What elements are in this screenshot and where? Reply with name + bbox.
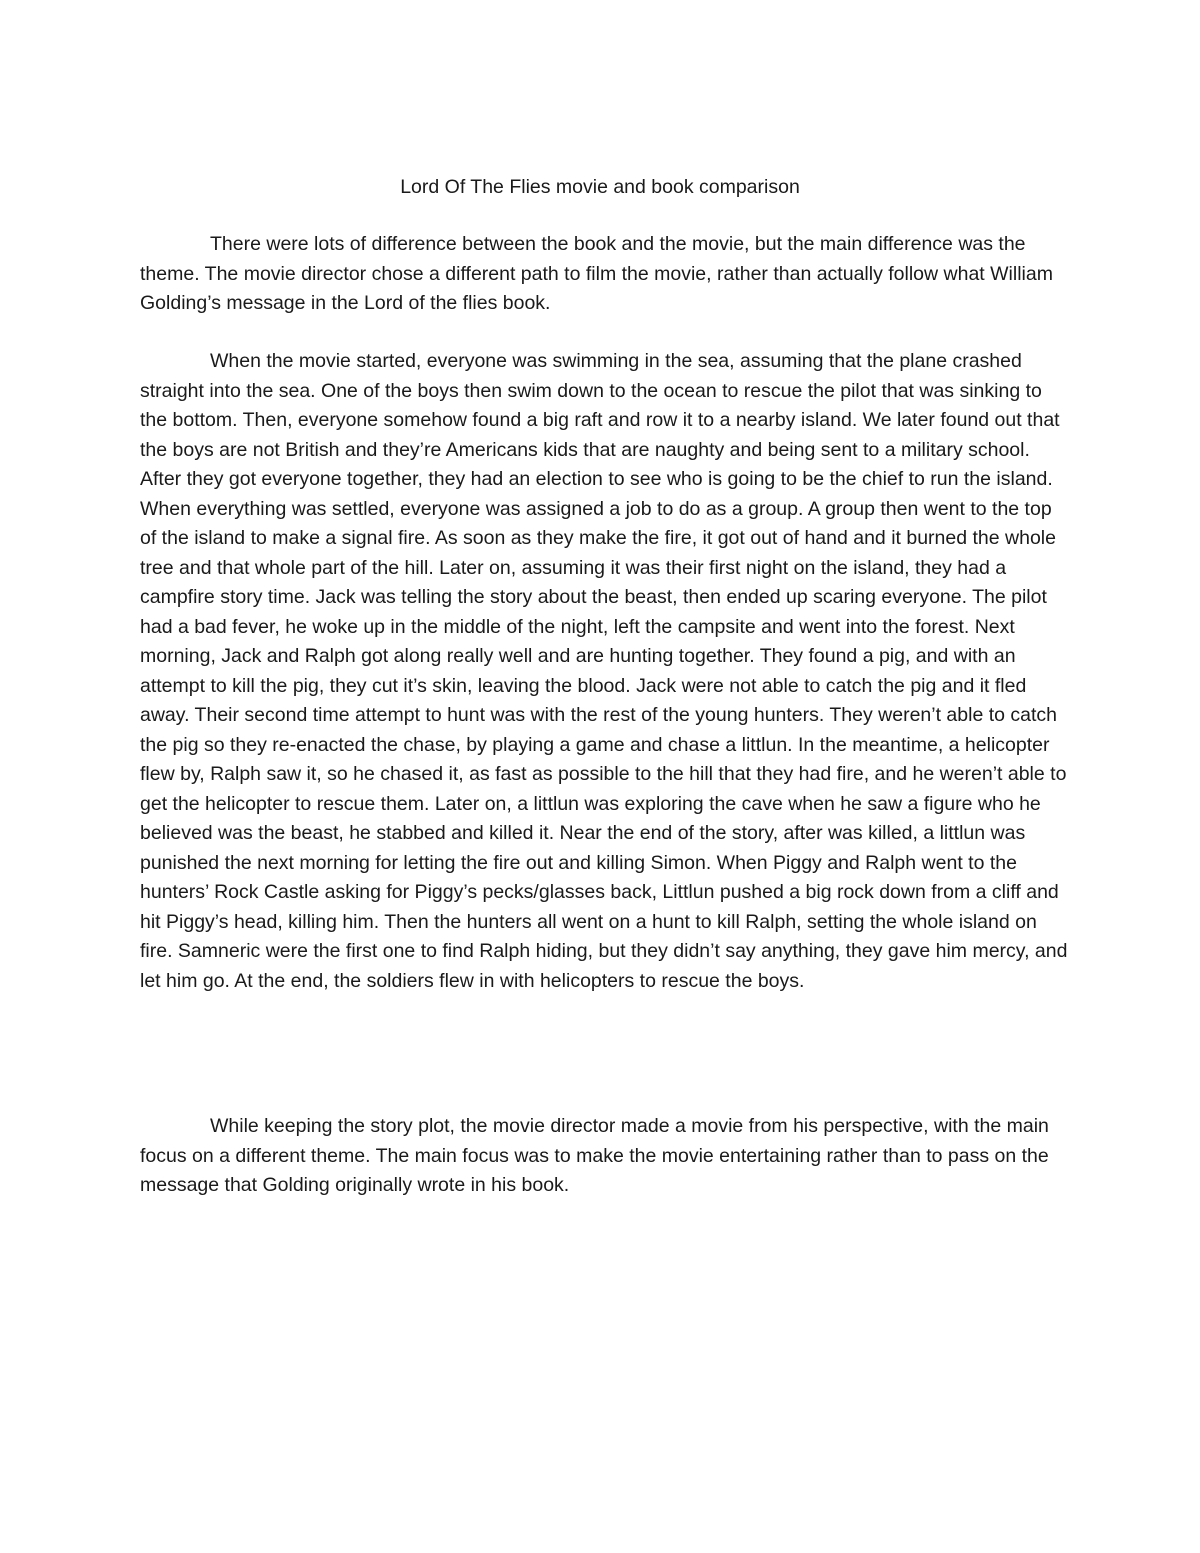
paragraph-intro: There were lots of difference between the book and the movie, but the main difference was the theme. The movie director chose a different path to film the movie, rather than actually follow what William Golding’s message in the Lord of the flies book. xyxy=(140,233,1053,314)
paragraph-conclusion: While keeping the story plot, the movie director made a movie from his perspective, with the main focus on a different theme. The main focus was to make the movie entertaining rather than to pass on the message that Golding originally wrote in his book. xyxy=(140,1115,1049,1196)
document-title: Lord Of The Flies movie and book comparison xyxy=(400,176,800,198)
paragraph-plot-summary: When the movie started, everyone was swimming in the sea, assuming that the plane crashed straight into the sea. One of the boys then swim down to the ocean to rescue the pilot that was sinking to the bottom. Then, everyone somehow found a big raft and row it to a nearby island. We later found out that the boys are not British and they’re Americans kids that are naughty and being sent to a military school. After they got everyone together, they had an election to see who is going to be the chief to run the island. When everything was settled, everyone was assigned a job to do as a group. A group then went to the top of the island to make a signal fire. As soon as they make the fire, it got out of hand and it burned the whole tree and that whole part of the hill. Later on, assuming it was their first night on the island, they had a campfire story time. Jack was telling the story about the beast, then ended up scaring everyone. The pilot had a bad fever, he woke up in the middle of the night, left the campsite and went into the forest. Next morning, Jack and Ralph got along really well and are hunting together. They found a pig, and with an attempt to kill the pig, they cut it’s skin, leaving the blood. Jack were not able to catch the pig and it fled away. Their second time attempt to hunt was with the rest of the young hunters. They weren’t able to catch the pig so they re-enacted the chase, by playing a game and chase a littlun. In the meantime, a helicopter flew by, Ralph saw it, so he chased it, as fast as possible to the hill that they had fire, and he weren’t able to get the helicopter to rescue them. Later on, a littlun was exploring the cave when he saw a figure who he believed was the beast, he stabbed and killed it. Near the end of the story, after was killed, a littlun was punished the next morning for letting the fire out and killing Simon. When Piggy and Ralph went to the hunters’ Rock Castle asking for Piggy’s pecks/glasses back, Littlun pushed a big rock down from a cliff and hit Piggy’s head, killing him. Then the hunters all went on a hunt to kill Ralph, setting the whole island on fire. Samneric were the first one to find Ralph hiding, but they didn’t say anything, they gave him mercy, and let him go. At the end, the soldiers flew in with helicopters to rescue the boys. xyxy=(140,350,1068,992)
